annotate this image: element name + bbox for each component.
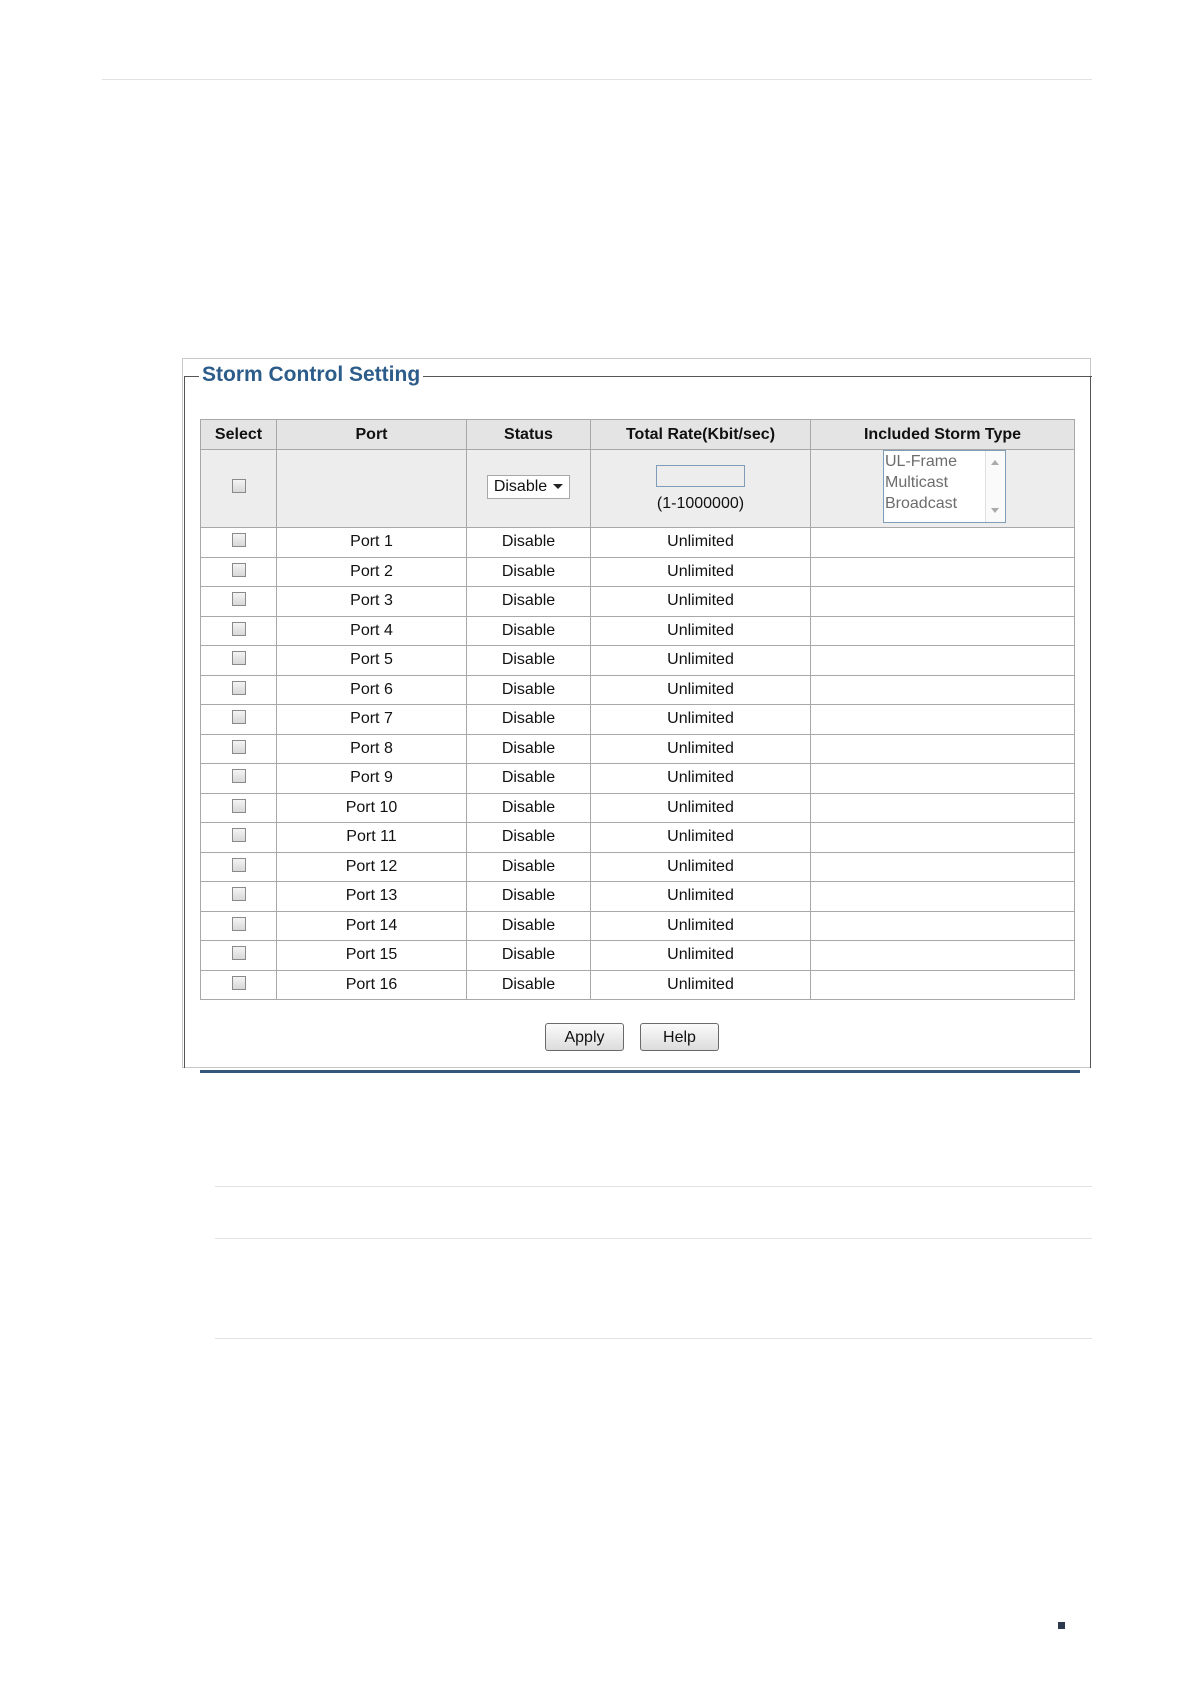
table-row xyxy=(201,911,1075,941)
panel-bottom-rule xyxy=(200,1070,1080,1073)
status-cell: Disable xyxy=(467,528,591,558)
status-dropdown-value: Disable xyxy=(493,477,548,495)
select-all-checkbox[interactable] xyxy=(232,479,246,493)
rate-cell: Unlimited xyxy=(591,911,811,941)
scroll-down-icon[interactable] xyxy=(991,508,999,513)
row-select-cell xyxy=(201,764,277,794)
row-select-checkbox[interactable] xyxy=(232,858,246,872)
row-select-checkbox[interactable] xyxy=(232,828,246,842)
storm-type-value-cell xyxy=(811,557,1075,587)
table-row xyxy=(201,823,1075,853)
status-cell: Disable xyxy=(467,705,591,735)
status-cell: Disable xyxy=(467,616,591,646)
table-header-row xyxy=(201,420,1075,450)
header-storm-type: Included Storm Type xyxy=(811,420,1075,450)
port-cell: Port 2 xyxy=(277,557,467,587)
rate-cell: Unlimited xyxy=(591,734,811,764)
select-all-cell xyxy=(201,450,277,528)
header-port: Port xyxy=(277,420,467,450)
rate-cell: Unlimited xyxy=(591,793,811,823)
rate-cell: Unlimited xyxy=(591,882,811,912)
section-divider xyxy=(215,1238,1092,1239)
rate-range-hint: (1-1000000) xyxy=(656,494,745,512)
status-cell: Disable xyxy=(467,675,591,705)
port-cell: Port 1 xyxy=(277,528,467,558)
port-cell: Port 13 xyxy=(277,882,467,912)
table-row xyxy=(201,646,1075,676)
rate-cell: Unlimited xyxy=(591,941,811,971)
port-cell: Port 10 xyxy=(277,793,467,823)
row-select-checkbox[interactable] xyxy=(232,710,246,724)
table-row xyxy=(201,528,1075,558)
row-select-checkbox[interactable] xyxy=(232,887,246,901)
port-cell: Port 6 xyxy=(277,675,467,705)
table-row xyxy=(201,941,1075,971)
status-cell: Disable xyxy=(467,764,591,794)
row-select-checkbox[interactable] xyxy=(232,592,246,606)
header-total-rate: Total Rate(Kbit/sec) xyxy=(591,420,811,450)
header-select: Select xyxy=(201,420,277,450)
row-select-checkbox[interactable] xyxy=(232,740,246,754)
rate-cell: Unlimited xyxy=(591,557,811,587)
panel-title: Storm Control Setting xyxy=(199,362,423,388)
section-divider xyxy=(215,1186,1092,1187)
row-select-cell xyxy=(201,587,277,617)
storm-type-value-cell xyxy=(811,646,1075,676)
table-row xyxy=(201,734,1075,764)
page-marker-icon xyxy=(1058,1622,1065,1629)
rate-cell: Unlimited xyxy=(591,852,811,882)
status-dropdown[interactable] xyxy=(487,475,570,499)
storm-type-value-cell xyxy=(811,616,1075,646)
chevron-down-icon xyxy=(553,484,563,489)
rate-cell: Unlimited xyxy=(591,764,811,794)
row-select-checkbox[interactable] xyxy=(232,533,246,547)
row-select-cell xyxy=(201,675,277,705)
status-cell: Disable xyxy=(467,852,591,882)
row-select-cell xyxy=(201,793,277,823)
storm-type-value-cell xyxy=(811,911,1075,941)
status-cell: Disable xyxy=(467,557,591,587)
status-cell: Disable xyxy=(467,793,591,823)
storm-type-value-cell xyxy=(811,793,1075,823)
table-row xyxy=(201,793,1075,823)
rate-cell: Unlimited xyxy=(591,616,811,646)
storm-type-option[interactable]: Broadcast xyxy=(885,495,958,512)
table-row xyxy=(201,970,1075,1000)
rate-cell: Unlimited xyxy=(591,528,811,558)
storm-type-option[interactable]: Multicast xyxy=(885,474,949,491)
row-select-cell xyxy=(201,911,277,941)
port-cell: Port 5 xyxy=(277,646,467,676)
table-row xyxy=(201,587,1075,617)
row-select-checkbox[interactable] xyxy=(232,799,246,813)
row-select-checkbox[interactable] xyxy=(232,622,246,636)
port-cell: Port 14 xyxy=(277,911,467,941)
row-select-cell xyxy=(201,616,277,646)
storm-type-value-cell xyxy=(811,734,1075,764)
help-button[interactable]: Help xyxy=(640,1023,719,1051)
section-divider xyxy=(215,1338,1092,1339)
row-select-checkbox[interactable] xyxy=(232,651,246,665)
port-cell: Port 3 xyxy=(277,587,467,617)
rate-cell: Unlimited xyxy=(591,823,811,853)
port-cell: Port 15 xyxy=(277,941,467,971)
storm-type-value-cell xyxy=(811,970,1075,1000)
storm-type-value-cell xyxy=(811,882,1075,912)
status-cell: Disable xyxy=(467,823,591,853)
port-cell: Port 11 xyxy=(277,823,467,853)
row-select-checkbox[interactable] xyxy=(232,681,246,695)
status-cell: Disable xyxy=(467,646,591,676)
row-select-checkbox[interactable] xyxy=(232,946,246,960)
row-select-cell xyxy=(201,646,277,676)
table-row xyxy=(201,764,1075,794)
row-select-cell xyxy=(201,528,277,558)
storm-type-listbox[interactable] xyxy=(883,450,1006,523)
storm-type-value-cell xyxy=(811,528,1075,558)
fieldset-border-left xyxy=(184,376,185,1068)
storm-type-value-cell xyxy=(811,852,1075,882)
row-select-cell xyxy=(201,557,277,587)
row-select-cell xyxy=(201,705,277,735)
port-cell: Port 16 xyxy=(277,970,467,1000)
row-select-cell xyxy=(201,882,277,912)
status-select-cell xyxy=(467,450,591,528)
status-cell: Disable xyxy=(467,941,591,971)
status-cell: Disable xyxy=(467,882,591,912)
apply-button[interactable]: Apply xyxy=(545,1023,624,1051)
rate-cell: Unlimited xyxy=(591,675,811,705)
row-select-checkbox[interactable] xyxy=(232,563,246,577)
rate-cell: Unlimited xyxy=(591,646,811,676)
rate-cell: Unlimited xyxy=(591,705,811,735)
status-cell: Disable xyxy=(467,587,591,617)
port-cell: Port 4 xyxy=(277,616,467,646)
row-select-cell xyxy=(201,941,277,971)
status-cell: Disable xyxy=(467,734,591,764)
row-select-cell xyxy=(201,970,277,1000)
port-cell: Port 12 xyxy=(277,852,467,882)
header-status: Status xyxy=(467,420,591,450)
total-rate-input[interactable] xyxy=(656,465,745,487)
row-select-checkbox[interactable] xyxy=(232,917,246,931)
row-select-checkbox[interactable] xyxy=(232,769,246,783)
port-empty-cell xyxy=(277,450,467,528)
table-row xyxy=(201,852,1075,882)
row-select-cell xyxy=(201,823,277,853)
table-row xyxy=(201,616,1075,646)
table-row xyxy=(201,557,1075,587)
storm-type-value-cell xyxy=(811,587,1075,617)
status-cell: Disable xyxy=(467,970,591,1000)
table-row xyxy=(201,882,1075,912)
port-cell: Port 7 xyxy=(277,705,467,735)
listbox-scrollbar[interactable] xyxy=(985,451,1005,522)
page-top-divider xyxy=(102,79,1092,80)
fieldset-border-right xyxy=(1090,376,1091,1068)
rate-cell: Unlimited xyxy=(591,587,811,617)
storm-type-value-cell xyxy=(811,823,1075,853)
storm-type-value-cell xyxy=(811,675,1075,705)
rate-cell: Unlimited xyxy=(591,970,811,1000)
scroll-up-icon[interactable] xyxy=(991,460,999,465)
rate-input-cell xyxy=(591,450,811,528)
table-row xyxy=(201,705,1075,735)
storm-type-value-cell xyxy=(811,764,1075,794)
storm-type-value-cell xyxy=(811,941,1075,971)
port-cell: Port 9 xyxy=(277,764,467,794)
storm-type-value-cell xyxy=(811,705,1075,735)
row-select-cell xyxy=(201,852,277,882)
status-cell: Disable xyxy=(467,911,591,941)
row-select-checkbox[interactable] xyxy=(232,976,246,990)
port-cell: Port 8 xyxy=(277,734,467,764)
storm-type-option[interactable]: UL-Frame xyxy=(885,453,958,470)
table-row xyxy=(201,675,1075,705)
row-select-cell xyxy=(201,734,277,764)
